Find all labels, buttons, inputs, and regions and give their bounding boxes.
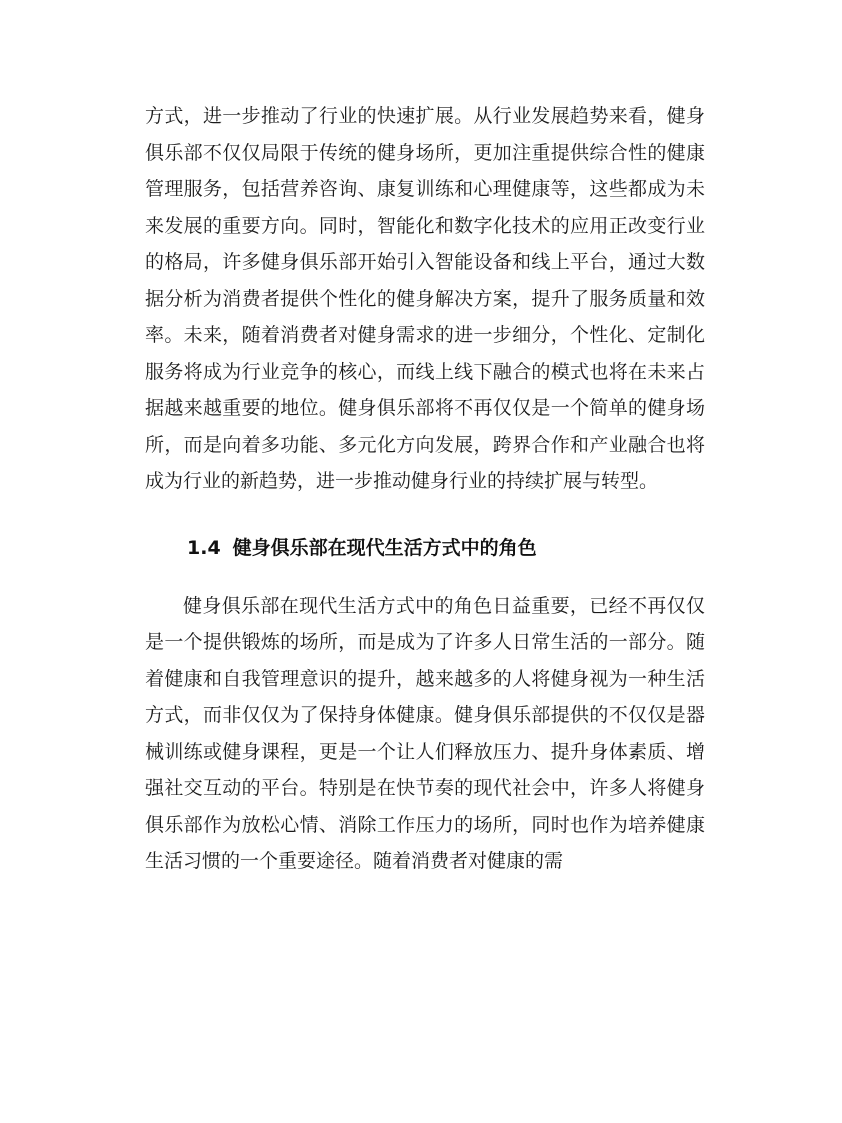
body-paragraph-continued: 方式，进一步推动了行业的快速扩展。从行业发展趋势来看，健身俱乐部不仅仅局限于传统的健身场所，更加注重提供综合性的健康管理服务，包括营养咨询、康复训练和心理健康等，这些都成为未来发展的重要方向。同时，智能化和数字化技术的应用正改变行业的格局，许多健身俱乐部开始引入智能设备和线上平台，通过大数据分析为消费者提供个性化的健身解决方案，提升了服务质量和效率。未来，随着消费者对健身需求的进一步细分，个性化、定制化服务将成为行业竞争的核心，而线上线下融合的模式也将在未来占据越来越重要的地位。健身俱乐部将不再仅仅是一个简单的健身场所，而是向着多功能、多元化方向发展，跨界合作和产业融合也将成为行业的新趋势，进一步推动健身行业的持续扩展与转型。: [145, 105, 705, 492]
document-body: [145, 98, 705, 880]
section-heading: [145, 530, 705, 566]
section-number: 1.4: [187, 536, 221, 559]
section-title: 健身俱乐部在现代生活方式中的角色: [232, 536, 537, 559]
body-paragraph: 健身俱乐部在现代生活方式中的角色日益重要，已经不再仅仅是一个提供锻炼的场所，而是成为了许多人日常生活的一部分。随着健康和自我管理意识的提升，越来越多的人将健身视为一种生活方式，而非仅仅为了保持身体健康。健身俱乐部提供的不仅仅是器械训练或健身课程，更是一个让人们释放压力、提升身体素质、增强社交互动的平台。特别是在快节奏的现代社会中，许多人将健身俱乐部作为放松心情、消除工作压力的场所，同时也作为培养健康生活习惯的一个重要途径。随着消费者对健康的需: [145, 594, 705, 872]
